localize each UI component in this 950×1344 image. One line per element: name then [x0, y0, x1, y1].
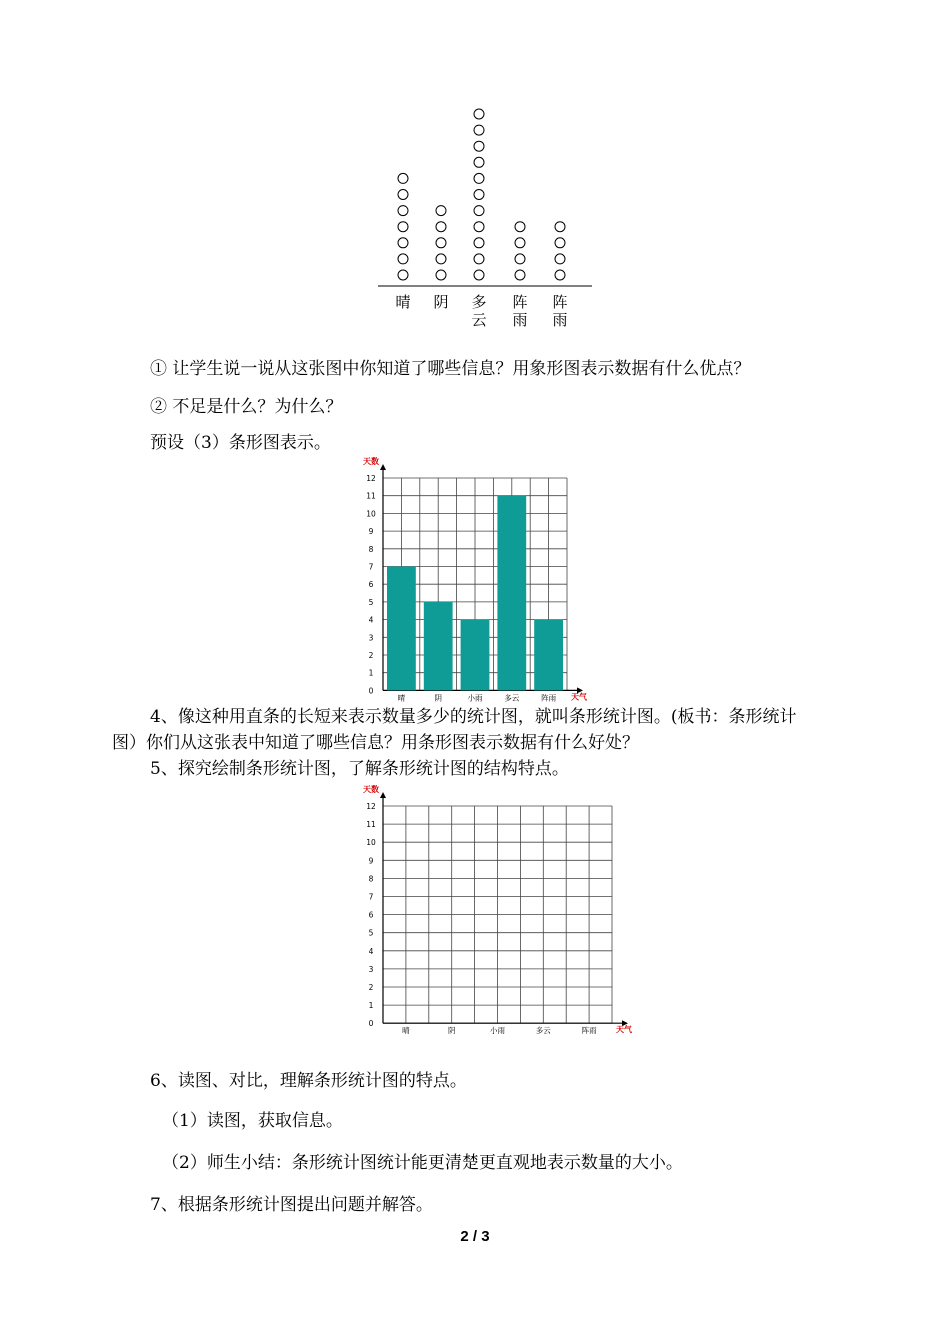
- chart2-y-tick-label: 9: [368, 856, 374, 866]
- pictograph-symbol: [555, 270, 565, 280]
- pictograph-chart: [360, 100, 600, 335]
- question-1: ① 让学生说一说从这张图中你知道了哪些信息？用象形图表示数据有什么优点？: [150, 359, 751, 379]
- pictograph-symbol: [515, 270, 525, 280]
- chart2-y-tick-label: 12: [366, 802, 376, 811]
- pictograph-symbol: [398, 222, 408, 232]
- chart2-y-tick-label: 7: [368, 892, 374, 902]
- chart1-y-tick-label: 9: [368, 527, 374, 537]
- pictograph-category-label: 雨: [552, 311, 568, 329]
- pictograph-category-label: 阵: [552, 293, 568, 311]
- chart2-x-tick-label: 多云: [535, 1026, 551, 1036]
- chart1-x-axis-title: 天气: [571, 692, 587, 702]
- chart2-y-axis-arrow: [380, 792, 386, 798]
- pictograph-symbol: [515, 254, 525, 264]
- paragraph-6-2: （2）师生小结：条形统计图统计能更清楚更直观地表示数量的大小。: [162, 1153, 683, 1173]
- chart1-x-tick-label: 多云: [504, 693, 520, 703]
- pictograph-symbol: [474, 190, 484, 200]
- pictograph-category-label: 多: [471, 293, 487, 311]
- pictograph-symbol: [474, 238, 484, 248]
- pictograph-symbol: [398, 238, 408, 248]
- pictograph-symbol: [555, 254, 565, 264]
- chart1-y-tick-label: 4: [368, 615, 374, 625]
- pictograph-symbol: [474, 206, 484, 216]
- bar-chart-weather: [355, 452, 615, 706]
- chart1-x-tick-label: 阴: [434, 693, 442, 703]
- pictograph-symbol: [474, 173, 484, 183]
- pictograph-category-label: 晴: [395, 293, 411, 311]
- pictograph-symbol: [515, 222, 525, 232]
- pictograph-symbol: [398, 190, 408, 200]
- chart1-bar: [387, 567, 416, 691]
- pictograph-symbol: [474, 222, 484, 232]
- chart2-y-tick-label: 3: [368, 964, 374, 974]
- chart2-x-axis-title: 天气: [616, 1025, 632, 1035]
- chart1-y-tick-label: 12: [366, 474, 376, 483]
- chart1-y-tick-label: 0: [368, 686, 374, 696]
- pictograph-category-label: 云: [471, 311, 487, 329]
- chart1-bar: [461, 620, 490, 691]
- pictograph-category-label: 雨: [512, 311, 528, 329]
- chart2-y-tick-label: 10: [366, 838, 376, 848]
- pictograph-symbol: [398, 254, 408, 264]
- paragraph-6-1: （1）读图，获取信息。: [162, 1111, 343, 1131]
- pictograph-symbol: [474, 254, 484, 264]
- pictograph-symbol: [436, 238, 446, 248]
- chart1-y-tick-label: 11: [366, 491, 376, 501]
- chart1-y-tick-label: 7: [368, 562, 374, 572]
- pictograph-symbol: [436, 206, 446, 216]
- chart1-y-tick-label: 8: [368, 544, 374, 554]
- chart1-x-tick-label: 阵雨: [541, 693, 557, 703]
- chart1-y-tick-label: 5: [368, 597, 374, 607]
- chart2-y-tick-label: 4: [368, 946, 374, 956]
- preset-3: 预设（3）条形图表示。: [150, 433, 331, 453]
- chart2-x-tick-label: 阴: [447, 1026, 456, 1036]
- empty-bar-chart-grid: [355, 776, 632, 1040]
- pictograph-symbol: [474, 157, 484, 167]
- chart2-x-tick-label: 小雨: [490, 1026, 505, 1036]
- pictograph-category-label: 阴: [433, 293, 449, 311]
- chart1-bar: [534, 620, 563, 691]
- chart1-y-tick-label: 3: [368, 633, 374, 643]
- chart2-y-tick-label: 6: [368, 910, 374, 920]
- chart1-bar: [497, 496, 526, 691]
- chart1-y-tick-label: 6: [368, 580, 374, 590]
- chart2-y-tick-label: 0: [368, 1019, 374, 1029]
- chart1-y-tick-label: 2: [368, 651, 374, 660]
- paragraph-4-line-1: 4、像这种用直条的长短来表示数量多少的统计图，就叫条形统计图。(板书：条形统计: [150, 707, 797, 727]
- page-number: 2 / 3: [460, 1228, 490, 1245]
- pictograph-symbol: [398, 173, 408, 183]
- pictograph-symbol: [436, 270, 446, 280]
- pictograph-symbol: [398, 206, 408, 216]
- chart1-x-tick-label: 晴: [397, 693, 406, 703]
- pictograph-symbol: [474, 125, 484, 135]
- pictograph-symbol: [436, 222, 446, 232]
- chart2-y-tick-label: 5: [368, 928, 374, 938]
- pictograph-symbol: [515, 238, 525, 248]
- pictograph-symbol: [474, 270, 484, 280]
- chart1-x-tick-label: 小雨: [467, 693, 483, 703]
- paragraph-4-line-2: 图）你们从这张表中知道了哪些信息？用条形图表示数据有什么好处？: [112, 733, 639, 753]
- question-2: ② 不足是什么？为什么？: [150, 397, 343, 417]
- chart2-y-axis-title: 天数: [363, 785, 379, 794]
- chart1-bar: [424, 602, 453, 691]
- pictograph-symbol: [436, 254, 446, 264]
- paragraph-7: 7、根据条形统计图提出问题并解答。: [150, 1195, 433, 1215]
- paragraph-5: 5、探究绘制条形统计图，了解条形统计图的结构特点。: [150, 759, 569, 779]
- pictograph-symbol: [398, 270, 408, 280]
- chart2-x-tick-label: 阵雨: [581, 1026, 597, 1036]
- chart1-y-tick-label: 10: [366, 509, 376, 519]
- chart2-y-tick-label: 1: [368, 1001, 374, 1011]
- pictograph-symbol: [555, 222, 565, 232]
- chart2-y-tick-label: 8: [368, 874, 374, 884]
- pictograph-symbol: [474, 109, 484, 119]
- pictograph-symbol: [555, 238, 565, 248]
- chart2-x-tick-label: 晴: [402, 1026, 410, 1036]
- chart2-y-tick-label: 11: [366, 820, 376, 830]
- chart1-y-tick-label: 1: [368, 668, 374, 678]
- chart1-y-axis-arrow: [380, 464, 386, 470]
- pictograph-category-label: 阵: [512, 293, 528, 311]
- chart1-y-axis-title: 天数: [363, 457, 379, 466]
- pictograph-symbol: [474, 141, 484, 151]
- paragraph-6: 6、读图、对比，理解条形统计图的特点。: [150, 1071, 467, 1091]
- chart2-y-tick-label: 2: [368, 983, 374, 992]
